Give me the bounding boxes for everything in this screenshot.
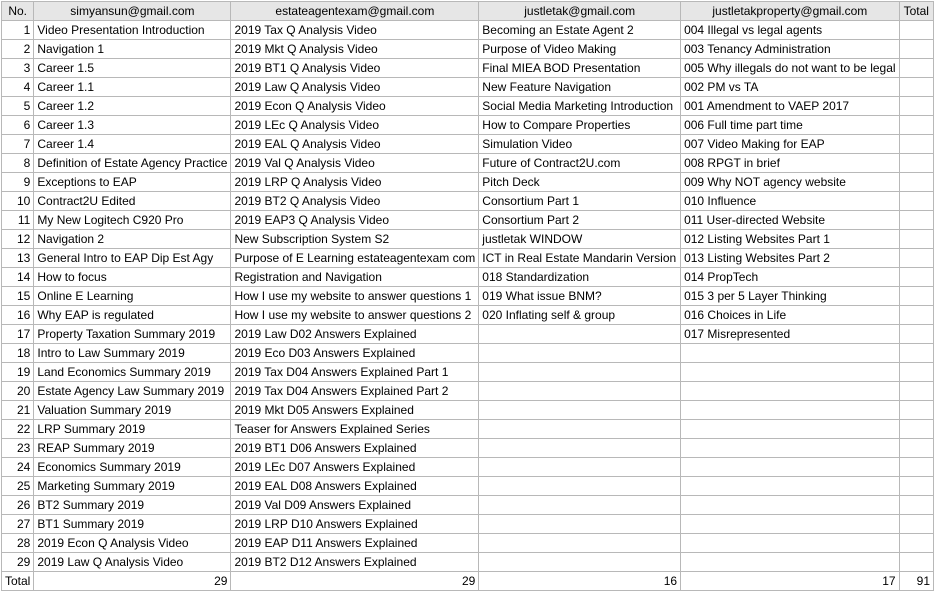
table-row <box>2 477 934 496</box>
cell-col2[interactable]: 2019 Law Q Analysis Video <box>231 78 479 97</box>
header-col2[interactable]: estateagentexam@gmail.com <box>231 2 479 21</box>
cell-col1[interactable]: Exceptions to EAP <box>34 173 231 192</box>
cell-total[interactable] <box>899 477 933 496</box>
cell-col3[interactable]: Purpose of Video Making <box>479 40 681 59</box>
cell-col4[interactable]: 008 RPGT in brief <box>681 154 899 173</box>
table-row <box>2 97 934 116</box>
cell-total[interactable] <box>899 344 933 363</box>
table-row <box>2 230 934 249</box>
cell-col2[interactable]: 2019 Law D02 Answers Explained <box>231 325 479 344</box>
table-row <box>2 325 934 344</box>
cell-total[interactable] <box>899 97 933 116</box>
row-number[interactable]: 15 <box>2 287 34 306</box>
cell-col2[interactable]: 2019 Val D09 Answers Explained <box>231 496 479 515</box>
cell-col1[interactable]: General Intro to EAP Dip Est Agy <box>34 249 231 268</box>
cell-col3[interactable] <box>479 458 681 477</box>
cell-total[interactable] <box>899 211 933 230</box>
cell-total[interactable] <box>899 439 933 458</box>
cell-col3[interactable]: 018 Standardization <box>479 268 681 287</box>
cell-total[interactable] <box>899 306 933 325</box>
cell-col4[interactable] <box>681 344 899 363</box>
cell-col1[interactable]: How to focus <box>34 268 231 287</box>
cell-col1[interactable]: Career 1.3 <box>34 116 231 135</box>
cell-col4[interactable]: 009 Why NOT agency website <box>681 173 899 192</box>
table-row <box>2 21 934 40</box>
cell-col1[interactable]: Intro to Law Summary 2019 <box>34 344 231 363</box>
row-number[interactable]: 2 <box>2 40 34 59</box>
cell-col4[interactable] <box>681 401 899 420</box>
cell-col1[interactable]: Career 1.5 <box>34 59 231 78</box>
cell-col2[interactable]: 2019 Mkt Q Analysis Video <box>231 40 479 59</box>
cell-col1[interactable]: Estate Agency Law Summary 2019 <box>34 382 231 401</box>
cell-col1[interactable]: Contract2U Edited <box>34 192 231 211</box>
row-number[interactable]: 11 <box>2 211 34 230</box>
cell-total[interactable] <box>899 401 933 420</box>
cell-col1[interactable]: BT2 Summary 2019 <box>34 496 231 515</box>
cell-col2[interactable]: How I use my website to answer questions 2 <box>231 306 479 325</box>
header-total[interactable]: Total <box>899 2 933 21</box>
cell-total[interactable] <box>899 496 933 515</box>
row-number[interactable]: 13 <box>2 249 34 268</box>
footer-total-col1[interactable]: 29 <box>34 572 231 591</box>
row-number[interactable]: 10 <box>2 192 34 211</box>
cell-col4[interactable] <box>681 477 899 496</box>
table-row <box>2 135 934 154</box>
cell-total[interactable] <box>899 382 933 401</box>
header-no[interactable]: No. <box>2 2 34 21</box>
cell-total[interactable] <box>899 268 933 287</box>
cell-col2[interactable]: How I use my website to answer questions 1 <box>231 287 479 306</box>
cell-col2[interactable]: 2019 BT2 D12 Answers Explained <box>231 553 479 572</box>
row-number[interactable]: 28 <box>2 534 34 553</box>
cell-col3[interactable]: Social Media Marketing Introduction <box>479 97 681 116</box>
cell-col4[interactable] <box>681 496 899 515</box>
cell-col3[interactable] <box>479 401 681 420</box>
cell-col2[interactable]: 2019 EAP3 Q Analysis Video <box>231 211 479 230</box>
cell-col2[interactable]: 2019 BT1 D06 Answers Explained <box>231 439 479 458</box>
cell-col1[interactable]: Navigation 1 <box>34 40 231 59</box>
cell-col1[interactable]: 2019 Law Q Analysis Video <box>34 553 231 572</box>
table-row <box>2 268 934 287</box>
row-number[interactable]: 23 <box>2 439 34 458</box>
row-number[interactable]: 29 <box>2 553 34 572</box>
cell-col3[interactable]: How to Compare Properties <box>479 116 681 135</box>
cell-col2[interactable]: 2019 Tax D04 Answers Explained Part 1 <box>231 363 479 382</box>
cell-col1[interactable]: My New Logitech C920 Pro <box>34 211 231 230</box>
header-col4[interactable]: justletakproperty@gmail.com <box>681 2 899 21</box>
cell-total[interactable] <box>899 78 933 97</box>
footer-total-col3[interactable]: 16 <box>479 572 681 591</box>
row-number[interactable]: 17 <box>2 325 34 344</box>
row-number[interactable]: 24 <box>2 458 34 477</box>
cell-col2[interactable]: 2019 EAL D08 Answers Explained <box>231 477 479 496</box>
cell-col4[interactable] <box>681 382 899 401</box>
table-row <box>2 401 934 420</box>
row-number[interactable]: 25 <box>2 477 34 496</box>
table-row <box>2 59 934 78</box>
row-number[interactable]: 9 <box>2 173 34 192</box>
cell-col2[interactable]: 2019 Mkt D05 Answers Explained <box>231 401 479 420</box>
row-number[interactable]: 21 <box>2 401 34 420</box>
table-row <box>2 382 934 401</box>
row-number[interactable]: 6 <box>2 116 34 135</box>
cell-col3[interactable]: New Feature Navigation <box>479 78 681 97</box>
cell-col2[interactable]: 2019 LEc Q Analysis Video <box>231 116 479 135</box>
row-number[interactable]: 14 <box>2 268 34 287</box>
cell-col2[interactable]: 2019 Val Q Analysis Video <box>231 154 479 173</box>
cell-col2[interactable]: 2019 Econ Q Analysis Video <box>231 97 479 116</box>
cell-col3[interactable] <box>479 439 681 458</box>
table-row <box>2 439 934 458</box>
cell-col4[interactable]: 017 Misrepresented <box>681 325 899 344</box>
table-row <box>2 116 934 135</box>
cell-total[interactable] <box>899 534 933 553</box>
cell-total[interactable] <box>899 458 933 477</box>
row-number[interactable]: 3 <box>2 59 34 78</box>
cell-total[interactable] <box>899 173 933 192</box>
cell-col4[interactable]: 007 Video Making for EAP <box>681 135 899 154</box>
cell-col1[interactable]: Online E Learning <box>34 287 231 306</box>
header-col3[interactable]: justletak@gmail.com <box>479 2 681 21</box>
cell-col1[interactable]: 2019 Econ Q Analysis Video <box>34 534 231 553</box>
cell-col4[interactable]: 011 User-directed Website <box>681 211 899 230</box>
cell-col3[interactable]: 020 Inflating self & group <box>479 306 681 325</box>
cell-col4[interactable]: 015 3 per 5 Layer Thinking <box>681 287 899 306</box>
cell-col4[interactable] <box>681 534 899 553</box>
row-number[interactable]: 18 <box>2 344 34 363</box>
table-row <box>2 496 934 515</box>
cell-col2[interactable]: 2019 EAP D11 Answers Explained <box>231 534 479 553</box>
cell-col2[interactable]: 2019 BT1 Q Analysis Video <box>231 59 479 78</box>
cell-col3[interactable]: Future of Contract2U.com <box>479 154 681 173</box>
cell-total[interactable] <box>899 135 933 154</box>
table-row <box>2 515 934 534</box>
cell-col1[interactable]: Career 1.4 <box>34 135 231 154</box>
table-row <box>2 249 934 268</box>
cell-col4[interactable]: 013 Listing Websites Part 2 <box>681 249 899 268</box>
cell-col3[interactable] <box>479 382 681 401</box>
cell-total[interactable] <box>899 59 933 78</box>
cell-col2[interactable]: New Subscription System S2 <box>231 230 479 249</box>
cell-col4[interactable]: 005 Why illegals do not want to be legal <box>681 59 899 78</box>
cell-col4[interactable] <box>681 458 899 477</box>
cell-col4[interactable]: 006 Full time part time <box>681 116 899 135</box>
cell-total[interactable] <box>899 325 933 344</box>
cell-col2[interactable]: 2019 BT2 Q Analysis Video <box>231 192 479 211</box>
table-row <box>2 306 934 325</box>
row-number[interactable]: 22 <box>2 420 34 439</box>
row-number[interactable]: 27 <box>2 515 34 534</box>
cell-col1[interactable]: Navigation 2 <box>34 230 231 249</box>
cell-col3[interactable]: Final MIEA BOD Presentation <box>479 59 681 78</box>
cell-total[interactable] <box>899 287 933 306</box>
cell-col4[interactable] <box>681 363 899 382</box>
cell-col3[interactable]: Pitch Deck <box>479 173 681 192</box>
cell-total[interactable] <box>899 21 933 40</box>
video-inventory-table <box>1 1 934 591</box>
cell-col2[interactable]: 2019 LEc D07 Answers Explained <box>231 458 479 477</box>
table-row <box>2 287 934 306</box>
row-number[interactable]: 5 <box>2 97 34 116</box>
cell-col4[interactable]: 004 Illegal vs legal agents <box>681 21 899 40</box>
cell-col1[interactable]: Marketing Summary 2019 <box>34 477 231 496</box>
row-number[interactable]: 26 <box>2 496 34 515</box>
cell-col2[interactable]: Teaser for Answers Explained Series <box>231 420 479 439</box>
cell-col3[interactable]: 019 What issue BNM? <box>479 287 681 306</box>
table-row <box>2 363 934 382</box>
cell-col3[interactable] <box>479 325 681 344</box>
footer-total-col2[interactable]: 29 <box>231 572 479 591</box>
cell-col1[interactable]: Career 1.2 <box>34 97 231 116</box>
row-number[interactable]: 4 <box>2 78 34 97</box>
cell-col3[interactable] <box>479 344 681 363</box>
footer-total-row <box>2 572 934 591</box>
cell-total[interactable] <box>899 192 933 211</box>
cell-col1[interactable]: Video Presentation Introduction <box>34 21 231 40</box>
cell-total[interactable] <box>899 553 933 572</box>
cell-col4[interactable]: 001 Amendment to VAEP 2017 <box>681 97 899 116</box>
cell-col2[interactable]: Purpose of E Learning estateagentexam com <box>231 249 479 268</box>
cell-col4[interactable]: 010 Influence <box>681 192 899 211</box>
cell-col3[interactable]: Consortium Part 2 <box>479 211 681 230</box>
cell-total[interactable] <box>899 40 933 59</box>
cell-col4[interactable]: 012 Listing Websites Part 1 <box>681 230 899 249</box>
table-row <box>2 420 934 439</box>
cell-col3[interactable]: Becoming an Estate Agent 2 <box>479 21 681 40</box>
cell-col1[interactable]: Definition of Estate Agency Practice <box>34 154 231 173</box>
header-col1[interactable]: simyansun@gmail.com <box>34 2 231 21</box>
cell-col1[interactable]: BT1 Summary 2019 <box>34 515 231 534</box>
table-row <box>2 192 934 211</box>
cell-col4[interactable] <box>681 439 899 458</box>
table-row <box>2 78 934 97</box>
cell-col4[interactable]: 016 Choices in Life <box>681 306 899 325</box>
cell-col2[interactable]: 2019 LRP Q Analysis Video <box>231 173 479 192</box>
cell-total[interactable] <box>899 154 933 173</box>
cell-col2[interactable]: 2019 LRP D10 Answers Explained <box>231 515 479 534</box>
cell-col4[interactable] <box>681 420 899 439</box>
row-number[interactable]: 8 <box>2 154 34 173</box>
row-number[interactable]: 16 <box>2 306 34 325</box>
cell-col3[interactable] <box>479 477 681 496</box>
cell-total[interactable] <box>899 249 933 268</box>
row-number[interactable]: 19 <box>2 363 34 382</box>
cell-col1[interactable]: LRP Summary 2019 <box>34 420 231 439</box>
cell-col1[interactable]: Property Taxation Summary 2019 <box>34 325 231 344</box>
cell-col1[interactable]: Why EAP is regulated <box>34 306 231 325</box>
table-row <box>2 458 934 477</box>
cell-col1[interactable]: Land Economics Summary 2019 <box>34 363 231 382</box>
footer-total-label[interactable]: Total <box>2 572 34 591</box>
cell-total[interactable] <box>899 420 933 439</box>
cell-col3[interactable] <box>479 515 681 534</box>
cell-col4[interactable] <box>681 515 899 534</box>
table-row <box>2 40 934 59</box>
cell-col1[interactable]: Economics Summary 2019 <box>34 458 231 477</box>
cell-col2[interactable]: 2019 EAL Q Analysis Video <box>231 135 479 154</box>
cell-total[interactable] <box>899 515 933 534</box>
cell-col3[interactable]: Consortium Part 1 <box>479 192 681 211</box>
cell-col4[interactable]: 014 PropTech <box>681 268 899 287</box>
table-row <box>2 211 934 230</box>
table-row <box>2 154 934 173</box>
cell-col3[interactable]: Simulation Video <box>479 135 681 154</box>
table-row <box>2 553 934 572</box>
cell-total[interactable] <box>899 230 933 249</box>
cell-col1[interactable]: Valuation Summary 2019 <box>34 401 231 420</box>
cell-col3[interactable]: ICT in Real Estate Mandarin Version <box>479 249 681 268</box>
cell-col3[interactable] <box>479 534 681 553</box>
row-number[interactable]: 1 <box>2 21 34 40</box>
footer-total-col4[interactable]: 17 <box>681 572 899 591</box>
row-number[interactable]: 20 <box>2 382 34 401</box>
cell-col2[interactable]: 2019 Tax Q Analysis Video <box>231 21 479 40</box>
cell-col4[interactable]: 003 Tenancy Administration <box>681 40 899 59</box>
footer-grand-total[interactable]: 91 <box>899 572 933 591</box>
table-row <box>2 173 934 192</box>
cell-col3[interactable] <box>479 496 681 515</box>
row-number[interactable]: 7 <box>2 135 34 154</box>
cell-col3[interactable] <box>479 553 681 572</box>
cell-col2[interactable]: Registration and Navigation <box>231 268 479 287</box>
cell-total[interactable] <box>899 363 933 382</box>
cell-col2[interactable]: 2019 Tax D04 Answers Explained Part 2 <box>231 382 479 401</box>
cell-col2[interactable]: 2019 Eco D03 Answers Explained <box>231 344 479 363</box>
cell-col3[interactable]: justletak WINDOW <box>479 230 681 249</box>
cell-col1[interactable]: REAP Summary 2019 <box>34 439 231 458</box>
table-row <box>2 344 934 363</box>
row-number[interactable]: 12 <box>2 230 34 249</box>
cell-col4[interactable] <box>681 553 899 572</box>
cell-col4[interactable]: 002 PM vs TA <box>681 78 899 97</box>
table-row <box>2 534 934 553</box>
header-row <box>2 2 934 21</box>
cell-col3[interactable] <box>479 363 681 382</box>
cell-col1[interactable]: Career 1.1 <box>34 78 231 97</box>
cell-col3[interactable] <box>479 420 681 439</box>
cell-total[interactable] <box>899 116 933 135</box>
